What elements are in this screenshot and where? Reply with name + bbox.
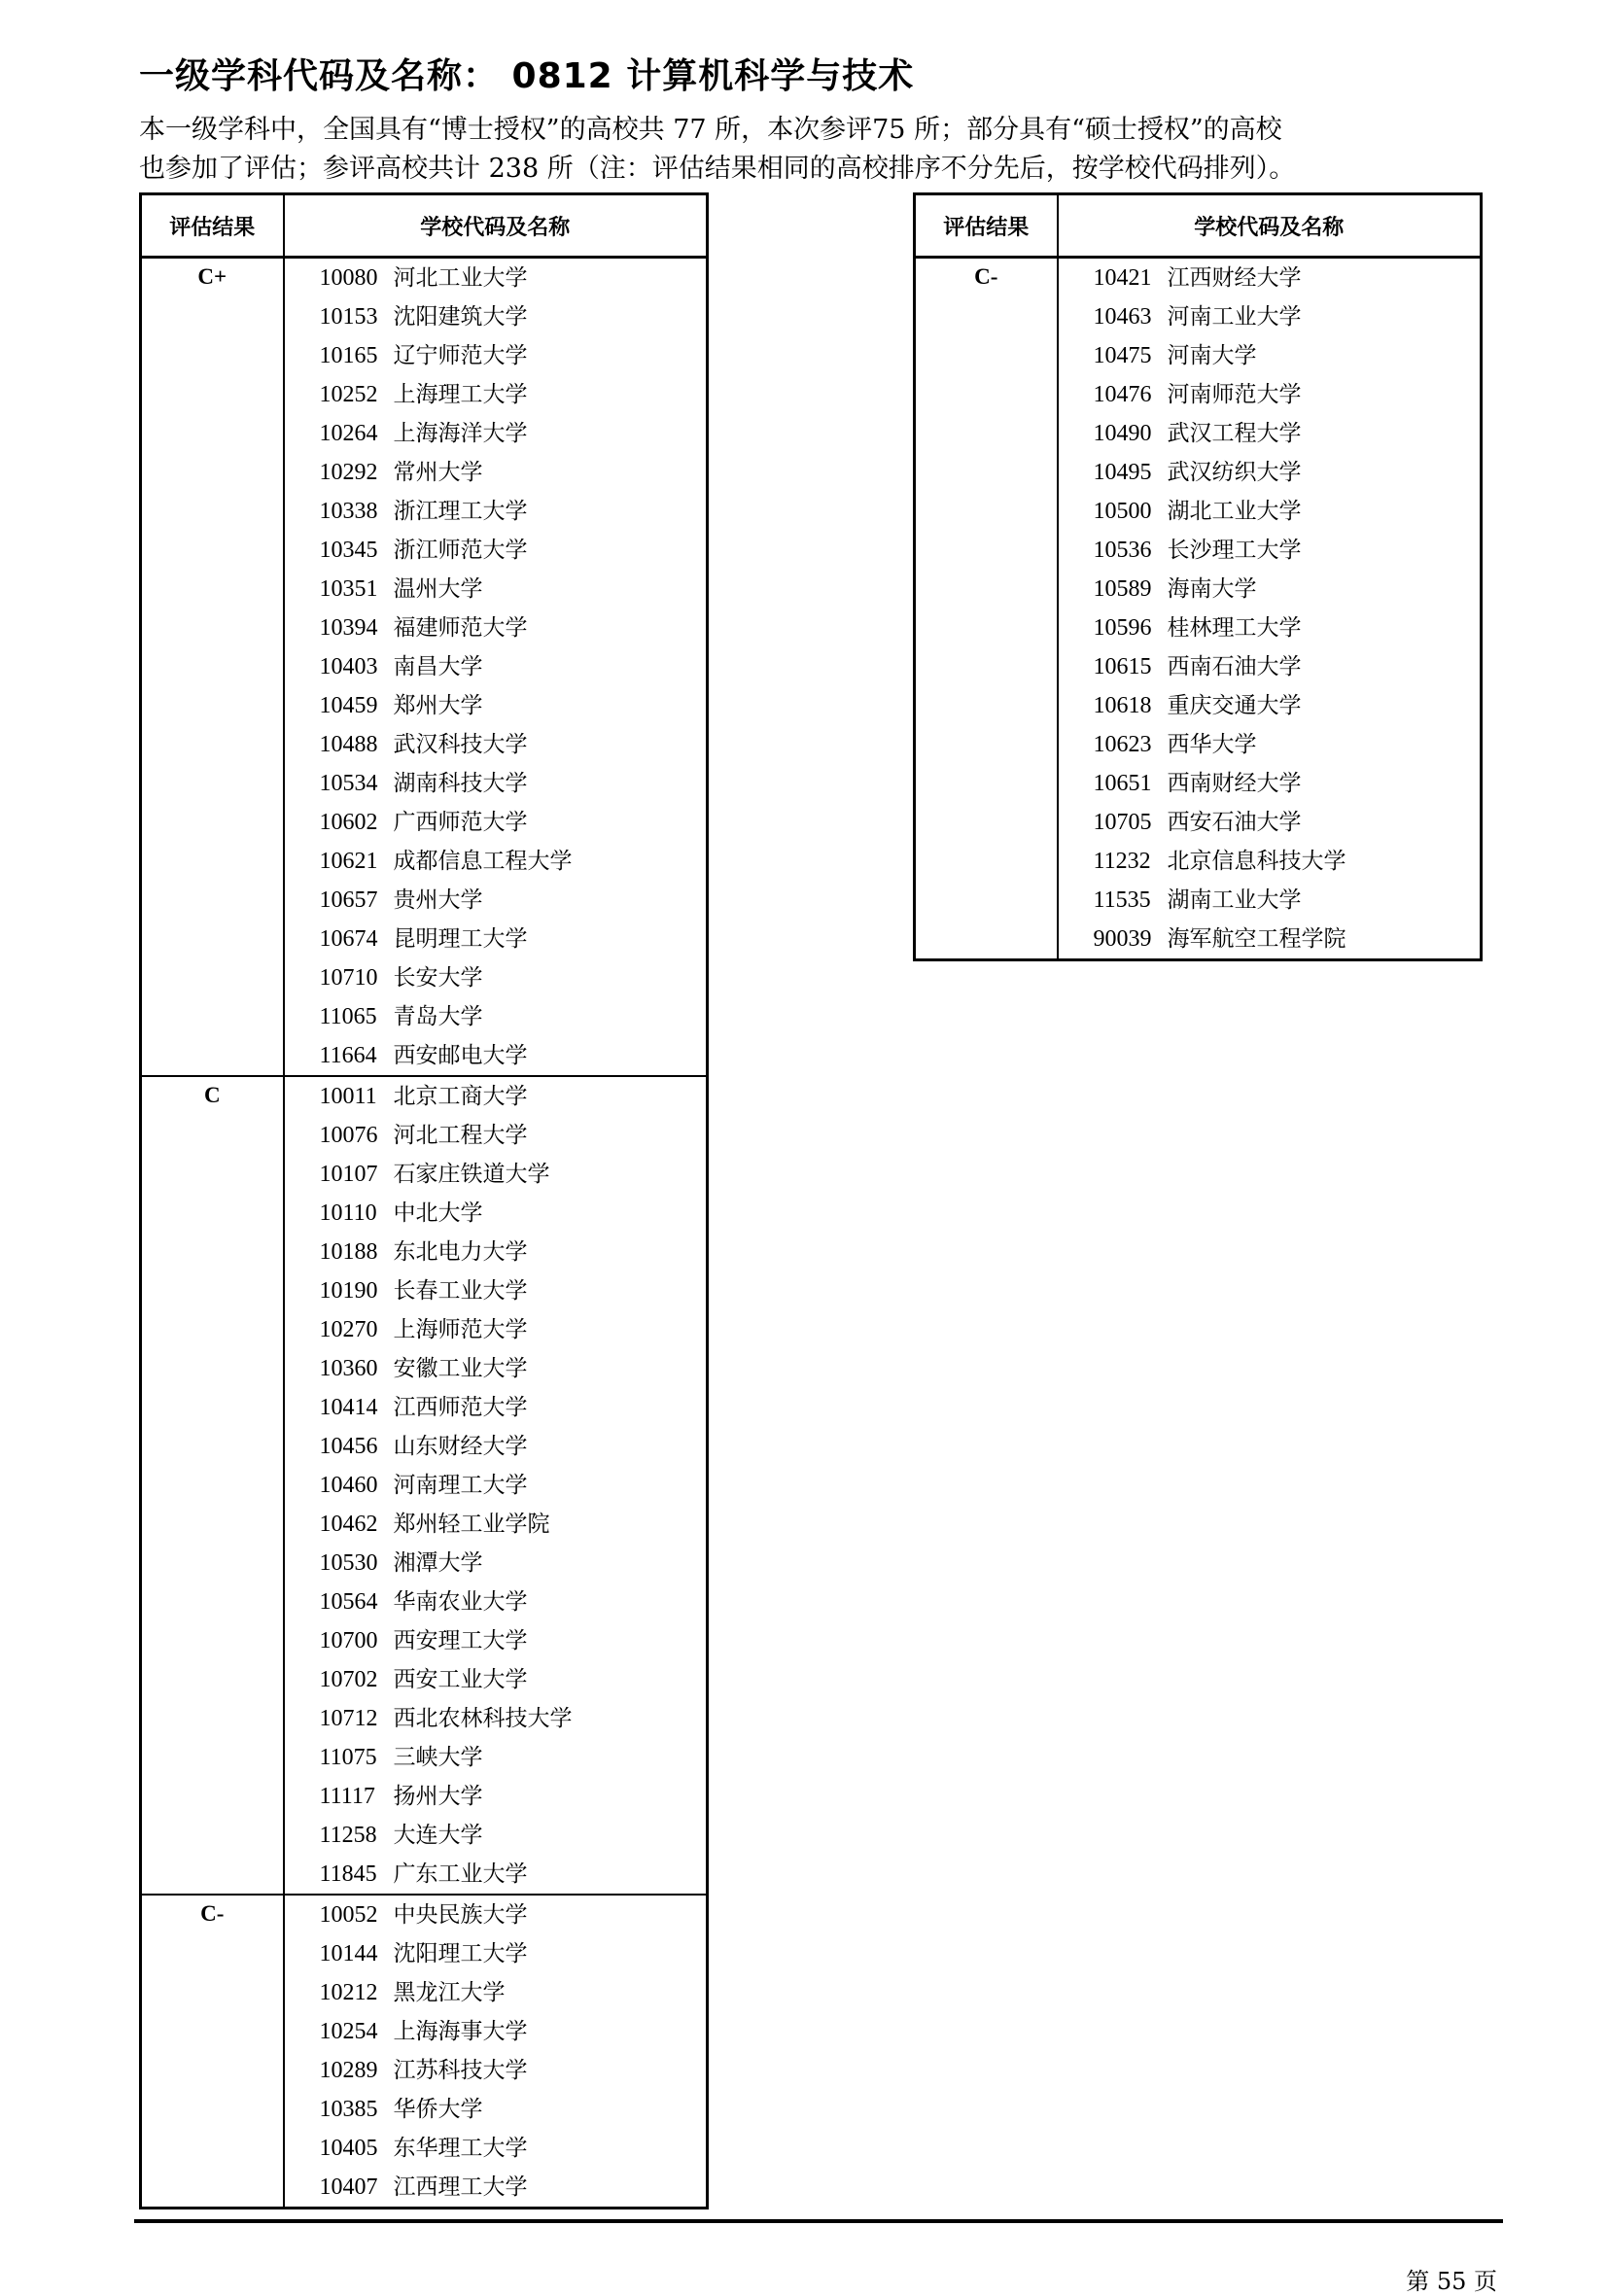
- list-item: [320, 1621, 707, 1660]
- list-item: [320, 2090, 707, 2129]
- table-row: [141, 258, 708, 1077]
- school-code: 10488: [319, 732, 378, 757]
- list-item: [320, 609, 707, 647]
- school-name: 湖北工业大学: [1167, 499, 1302, 524]
- table-row: [141, 1076, 708, 1895]
- list-item: [320, 1973, 707, 2012]
- list-item: [1094, 336, 1481, 375]
- list-item: [1094, 764, 1481, 803]
- table-row: [141, 1895, 708, 2209]
- intro-line-2: 也参加了评估；参评高校共计 238 所（注：评估结果相同的高校排序不分先后，按学校代码排列）。: [139, 154, 1296, 184]
- list-item: [320, 2168, 707, 2207]
- school-code: 10407: [319, 2174, 378, 2200]
- footer-divider: [134, 2219, 1503, 2223]
- grade-label: C: [141, 1076, 284, 1895]
- list-item: [320, 958, 707, 997]
- school-code: 10602: [319, 810, 378, 835]
- school-code: 10188: [319, 1239, 378, 1265]
- school-name: 西南石油大学: [1167, 654, 1302, 679]
- list-item: [320, 2129, 707, 2168]
- school-list: [1058, 258, 1482, 960]
- school-code: 10589: [1093, 576, 1152, 602]
- school-code: 10394: [319, 615, 378, 641]
- school-name: 郑州轻工业学院: [393, 1512, 550, 1537]
- list-item: [320, 1036, 707, 1075]
- school-code: 10651: [1093, 771, 1152, 796]
- school-list: [284, 1895, 708, 2209]
- school-code: 10657: [319, 887, 378, 913]
- school-name: 福建师范大学: [393, 615, 528, 641]
- school-code: 10596: [1093, 615, 1152, 641]
- list-item: [1094, 609, 1481, 647]
- list-item: [320, 842, 707, 881]
- list-item: [320, 997, 707, 1036]
- school-code: 10456: [319, 1434, 378, 1459]
- school-code: 10710: [319, 965, 378, 991]
- school-code: 10459: [319, 693, 378, 718]
- school-name: 西安工业大学: [393, 1667, 528, 1692]
- school-name: 郑州大学: [393, 693, 483, 718]
- school-name: 长沙理工大学: [1167, 538, 1302, 563]
- grade-column-header: 评估结果: [141, 194, 284, 258]
- school-code: 11232: [1093, 849, 1151, 874]
- school-name: 西华大学: [1167, 732, 1257, 757]
- school-name: 湖南科技大学: [393, 771, 528, 796]
- school-name: 河北工程大学: [393, 1123, 528, 1148]
- school-name: 河南工业大学: [1167, 304, 1302, 330]
- school-name: 华南农业大学: [393, 1589, 528, 1615]
- school-name: 江西理工大学: [393, 2174, 528, 2200]
- school-name: 东华理工大学: [393, 2136, 528, 2161]
- list-item: [320, 1466, 707, 1505]
- grade-group: [141, 1895, 708, 2209]
- school-name: 武汉纺织大学: [1167, 460, 1302, 485]
- list-item: [1094, 492, 1481, 531]
- school-name: 浙江师范大学: [393, 538, 528, 563]
- school-name: 江苏科技大学: [393, 2058, 528, 2083]
- school-name: 安徽工业大学: [393, 1356, 528, 1381]
- school-code: 10107: [319, 1162, 378, 1187]
- intro-line-1: 本一级学科中，全国具有“博士授权”的高校共 77 所，本次参评75 所；部分具有“硕士授权”的高校: [139, 115, 1282, 145]
- school-code: 10212: [319, 1980, 378, 2005]
- list-item: [1094, 259, 1481, 297]
- school-name: 桂林理工大学: [1167, 615, 1302, 641]
- school-code: 10421: [1093, 265, 1152, 291]
- list-item: [320, 1155, 707, 1194]
- table-row: [915, 258, 1482, 960]
- grade-label: C-: [915, 258, 1058, 960]
- school-code: 10289: [319, 2058, 378, 2083]
- school-name: 河南师范大学: [1167, 382, 1302, 407]
- list-item: [320, 1349, 707, 1388]
- school-code: 10475: [1093, 343, 1152, 368]
- list-item: [320, 647, 707, 686]
- school-code: 11664: [319, 1043, 377, 1068]
- list-item: [320, 1544, 707, 1583]
- school-name: 西安邮电大学: [393, 1043, 528, 1068]
- school-name: 中央民族大学: [393, 1902, 528, 1928]
- list-item: [320, 259, 707, 297]
- school-name: 石家庄铁道大学: [393, 1162, 550, 1187]
- school-name: 上海海事大学: [393, 2019, 528, 2044]
- school-list: [284, 258, 708, 1077]
- school-column-header: 学校代码及名称: [1058, 194, 1482, 258]
- grade-label: C+: [141, 258, 284, 1077]
- school-code: 10292: [319, 460, 378, 485]
- school-code: 11535: [1093, 887, 1151, 913]
- school-code: 10414: [319, 1395, 378, 1420]
- list-item: [320, 531, 707, 570]
- list-item: [320, 803, 707, 842]
- list-item: [320, 1388, 707, 1427]
- school-code: 10530: [319, 1550, 378, 1576]
- school-name: 重庆交通大学: [1167, 693, 1302, 718]
- list-item: [320, 1660, 707, 1699]
- grade-group: [141, 1076, 708, 1895]
- school-name: 河南大学: [1167, 343, 1257, 368]
- list-item: [1094, 570, 1481, 609]
- school-name: 广东工业大学: [393, 1861, 528, 1887]
- school-name: 三峡大学: [393, 1745, 483, 1770]
- school-code: 10351: [319, 576, 378, 602]
- list-item: [320, 1777, 707, 1816]
- school-code: 10500: [1093, 499, 1152, 524]
- school-name: 湘潭大学: [393, 1550, 483, 1576]
- school-name: 常州大学: [393, 460, 483, 485]
- list-item: [320, 1116, 707, 1155]
- list-item: [320, 1077, 707, 1116]
- school-name: 武汉科技大学: [393, 732, 528, 757]
- school-name: 沈阳理工大学: [393, 1941, 528, 1966]
- school-code: 10462: [319, 1512, 378, 1537]
- school-name: 西安理工大学: [393, 1628, 528, 1653]
- school-code: 10270: [319, 1317, 378, 1342]
- school-code: 10490: [1093, 421, 1152, 446]
- school-name: 上海理工大学: [393, 382, 528, 407]
- school-code: 10153: [319, 304, 378, 330]
- list-item: [320, 1233, 707, 1271]
- grade-group: [915, 258, 1482, 960]
- school-name: 海军航空工程学院: [1167, 926, 1346, 952]
- school-name: 成都信息工程大学: [393, 849, 573, 874]
- list-item: [320, 725, 707, 764]
- school-name: 西北农林科技大学: [393, 1706, 573, 1731]
- school-name: 沈阳建筑大学: [393, 304, 528, 330]
- school-name: 江西师范大学: [393, 1395, 528, 1420]
- list-item: [320, 2051, 707, 2090]
- school-name: 浙江理工大学: [393, 499, 528, 524]
- school-code: 11075: [319, 1745, 377, 1770]
- school-code: 10460: [319, 1473, 378, 1498]
- list-item: [1094, 920, 1481, 958]
- list-item: [1094, 725, 1481, 764]
- list-item: [320, 920, 707, 958]
- table-header-row: [915, 194, 1482, 258]
- grade-column-header: 评估结果: [915, 194, 1058, 258]
- school-code: 10110: [319, 1200, 377, 1226]
- list-item: [1094, 453, 1481, 492]
- list-item: [320, 1816, 707, 1855]
- school-code: 10536: [1093, 538, 1152, 563]
- list-item: [320, 1271, 707, 1310]
- list-item: [320, 764, 707, 803]
- school-name: 河南理工大学: [393, 1473, 528, 1498]
- list-item: [1094, 803, 1481, 842]
- left-results-table: [139, 192, 709, 2209]
- right-results-table: [913, 192, 1483, 961]
- intro-paragraph: [139, 111, 1486, 189]
- list-item: [1094, 686, 1481, 725]
- list-item: [320, 414, 707, 453]
- school-code: 10712: [319, 1706, 378, 1731]
- school-code: 10052: [319, 1902, 378, 1928]
- school-code: 10674: [319, 926, 378, 952]
- school-name: 北京信息科技大学: [1167, 849, 1346, 874]
- list-item: [320, 375, 707, 414]
- school-code: 10405: [319, 2136, 378, 2161]
- school-name: 山东财经大学: [393, 1434, 528, 1459]
- school-code: 10534: [319, 771, 378, 796]
- grade-label: C-: [141, 1895, 284, 2209]
- list-item: [320, 1427, 707, 1466]
- school-code: 11845: [319, 1861, 377, 1887]
- school-name: 河北工业大学: [393, 265, 528, 291]
- school-name: 上海师范大学: [393, 1317, 528, 1342]
- list-item: [320, 2012, 707, 2051]
- school-code: 11065: [319, 1004, 377, 1029]
- school-code: 10338: [319, 499, 378, 524]
- school-code: 10623: [1093, 732, 1152, 757]
- school-code: 10476: [1093, 382, 1152, 407]
- school-code: 10403: [319, 654, 378, 679]
- school-code: 10264: [319, 421, 378, 446]
- school-name: 广西师范大学: [393, 810, 528, 835]
- school-name: 黑龙江大学: [393, 1980, 506, 2005]
- school-code: 10360: [319, 1356, 378, 1381]
- school-code: 11258: [319, 1823, 377, 1848]
- table-header-row: [141, 194, 708, 258]
- list-item: [320, 1934, 707, 1973]
- school-code: 10615: [1093, 654, 1152, 679]
- school-code: 10385: [319, 2097, 378, 2122]
- school-code: 10144: [319, 1941, 378, 1966]
- school-name: 江西财经大学: [1167, 265, 1302, 291]
- list-item: [320, 453, 707, 492]
- list-item: [1094, 414, 1481, 453]
- school-name: 扬州大学: [393, 1784, 483, 1809]
- school-name: 中北大学: [393, 1200, 483, 1226]
- school-code: 10702: [319, 1667, 378, 1692]
- school-name: 长安大学: [393, 965, 483, 991]
- list-item: [320, 1583, 707, 1621]
- school-name: 湖南工业大学: [1167, 887, 1302, 913]
- school-name: 东北电力大学: [393, 1239, 528, 1265]
- school-name: 海南大学: [1167, 576, 1257, 602]
- page-number: 第 55 页: [1406, 2268, 1497, 2295]
- school-column-header: 学校代码及名称: [284, 194, 708, 258]
- list-item: [320, 1896, 707, 1934]
- school-code: 10190: [319, 1278, 378, 1304]
- school-code: 10080: [319, 265, 378, 291]
- school-name: 温州大学: [393, 576, 483, 602]
- list-item: [1094, 647, 1481, 686]
- school-code: 10564: [319, 1589, 378, 1615]
- list-item: [320, 1505, 707, 1544]
- list-item: [320, 1699, 707, 1738]
- school-name: 南昌大学: [393, 654, 483, 679]
- school-list: [284, 1076, 708, 1895]
- school-name: 辽宁师范大学: [393, 343, 528, 368]
- school-code: 10252: [319, 382, 378, 407]
- school-code: 10011: [319, 1084, 377, 1109]
- list-item: [1094, 881, 1481, 920]
- school-code: 10621: [319, 849, 378, 874]
- school-code: 10618: [1093, 693, 1152, 718]
- school-name: 武汉工程大学: [1167, 421, 1302, 446]
- school-code: 10463: [1093, 304, 1152, 330]
- school-code: 10254: [319, 2019, 378, 2044]
- school-name: 昆明理工大学: [393, 926, 528, 952]
- school-name: 华侨大学: [393, 2097, 483, 2122]
- list-item: [1094, 531, 1481, 570]
- school-name: 西安石油大学: [1167, 810, 1302, 835]
- list-item: [320, 570, 707, 609]
- list-item: [320, 881, 707, 920]
- school-name: 长春工业大学: [393, 1278, 528, 1304]
- school-code: 10705: [1093, 810, 1152, 835]
- list-item: [1094, 297, 1481, 336]
- school-code: 10700: [319, 1628, 378, 1653]
- school-name: 大连大学: [393, 1823, 483, 1848]
- school-code: 90039: [1093, 926, 1152, 952]
- grade-group: [141, 258, 708, 1077]
- list-item: [320, 297, 707, 336]
- school-name: 西南财经大学: [1167, 771, 1302, 796]
- page-title: 一级学科代码及名称： 0812 计算机科学与技术: [139, 56, 915, 96]
- list-item: [320, 336, 707, 375]
- school-code: 11117: [319, 1784, 375, 1809]
- school-name: 上海海洋大学: [393, 421, 528, 446]
- list-item: [320, 686, 707, 725]
- school-name: 北京工商大学: [393, 1084, 528, 1109]
- school-code: 10076: [319, 1123, 378, 1148]
- list-item: [320, 1855, 707, 1894]
- school-code: 10495: [1093, 460, 1152, 485]
- list-item: [320, 1310, 707, 1349]
- school-name: 青岛大学: [393, 1004, 483, 1029]
- list-item: [320, 1194, 707, 1233]
- school-code: 10165: [319, 343, 378, 368]
- school-code: 10345: [319, 538, 378, 563]
- list-item: [1094, 375, 1481, 414]
- school-name: 贵州大学: [393, 887, 483, 913]
- list-item: [320, 492, 707, 531]
- list-item: [320, 1738, 707, 1777]
- list-item: [1094, 842, 1481, 881]
